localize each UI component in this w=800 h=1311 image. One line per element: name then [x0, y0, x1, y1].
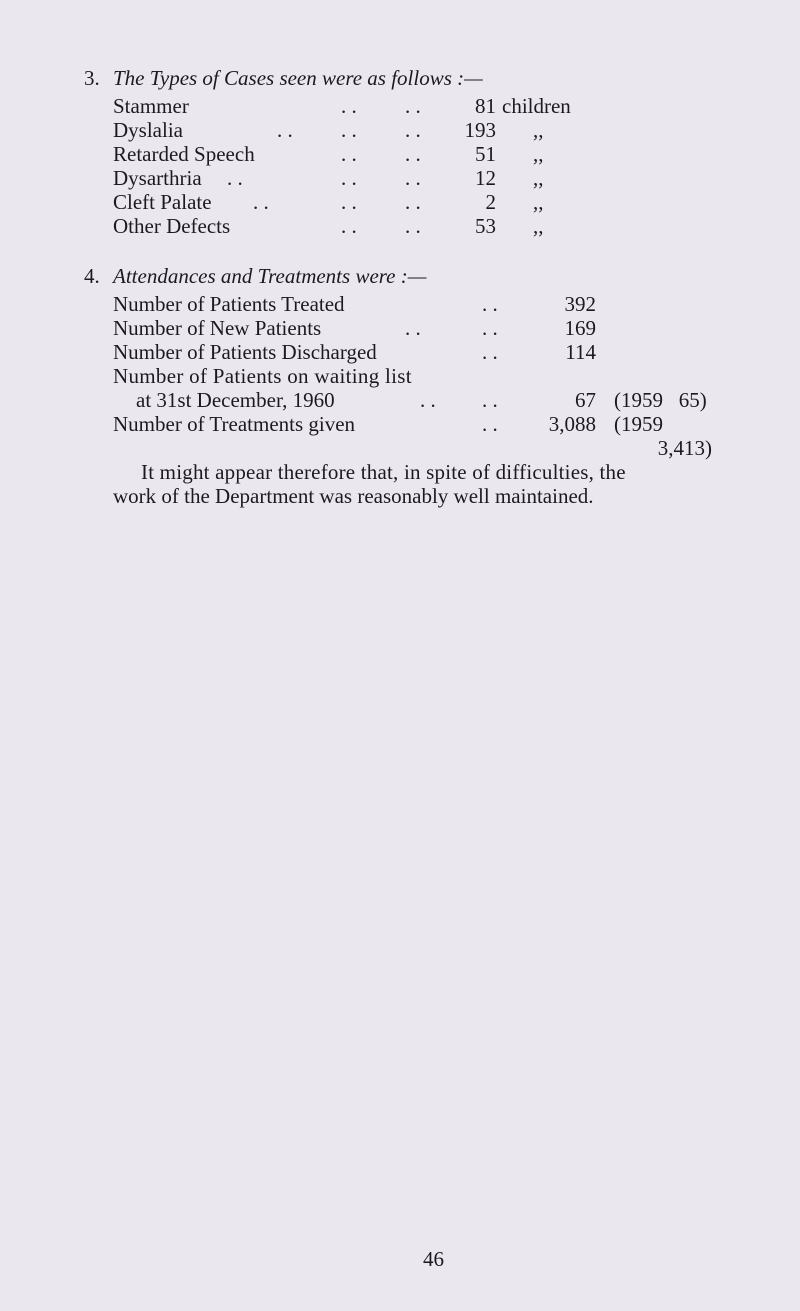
case-type-count: 193	[464, 118, 496, 142]
previous-year-value: (1959 65)	[614, 388, 707, 412]
case-type-count: 53	[475, 214, 496, 238]
leader-dots: . .	[482, 412, 498, 436]
case-type-count: 2	[485, 190, 496, 214]
leader-dots: . .	[405, 214, 421, 238]
attendance-label: Number of Patients Treated	[113, 292, 345, 316]
leader-dots: . .	[482, 388, 498, 412]
leader-dots: . .	[277, 118, 293, 142]
attendance-label: Number of Patients on waiting list	[113, 364, 412, 388]
attendance-label: Number of Treatments given	[113, 412, 356, 436]
section-3-heading: The Types of Cases seen were as follows :—	[113, 66, 483, 90]
leader-dots: . .	[482, 292, 498, 316]
case-type-label: Retarded Speech	[113, 142, 255, 166]
leader-dots: . .	[341, 166, 357, 190]
case-type-count: 12	[475, 166, 496, 190]
case-type-label: Cleft Palate	[113, 190, 212, 214]
attendance-value: 392	[564, 292, 596, 316]
leader-dots: . .	[420, 388, 436, 412]
case-type-unit: ,,	[533, 190, 544, 214]
case-type-label: Stammer	[113, 94, 189, 118]
attendance-label: Number of New Patients	[113, 316, 322, 340]
leader-dots: . .	[341, 94, 357, 118]
attendance-value: 67	[575, 388, 596, 412]
leader-dots: . .	[341, 214, 357, 238]
leader-dots: . .	[405, 118, 421, 142]
leader-dots: . .	[227, 166, 243, 190]
attendance-value: 169	[564, 316, 596, 340]
section-4-heading: Attendances and Treatments were :—	[113, 264, 427, 288]
closing-line-2: work of the Department was reasonably well maintained.	[113, 484, 594, 508]
case-type-count: 51	[475, 142, 496, 166]
previous-year-continuation: 3,413)	[657, 436, 712, 460]
leader-dots: . .	[405, 316, 421, 340]
leader-dots: . .	[341, 190, 357, 214]
leader-dots: . .	[482, 316, 498, 340]
attendance-label: at 31st December, 1960	[136, 388, 335, 412]
page-number: 46	[423, 1247, 444, 1271]
case-type-label: Other Defects	[113, 214, 231, 238]
section-4-number: 4.	[84, 264, 100, 288]
case-type-unit: ,,	[533, 118, 544, 142]
closing-line-1: It might appear therefore that, in spite of difficulties, the	[141, 460, 626, 484]
leader-dots: . .	[341, 142, 357, 166]
attendance-value: 3,088	[548, 412, 596, 436]
leader-dots: . .	[405, 94, 421, 118]
leader-dots: . .	[405, 166, 421, 190]
case-type-label: Dyslalia	[113, 118, 183, 142]
previous-year-value: (1959	[614, 412, 663, 436]
case-type-unit: children	[502, 94, 571, 118]
attendance-value: 114	[565, 340, 596, 364]
leader-dots: . .	[405, 142, 421, 166]
case-type-unit: ,,	[533, 214, 544, 238]
leader-dots: . .	[341, 118, 357, 142]
section-3-number: 3.	[84, 66, 100, 90]
attendance-label: Number of Patients Discharged	[113, 340, 377, 364]
case-type-label: Dysarthria	[113, 166, 202, 190]
case-type-unit: ,,	[533, 142, 544, 166]
leader-dots: . .	[405, 190, 421, 214]
case-type-unit: ,,	[533, 166, 544, 190]
leader-dots: . .	[482, 340, 498, 364]
leader-dots: . .	[253, 190, 269, 214]
case-type-count: 81	[475, 94, 496, 118]
